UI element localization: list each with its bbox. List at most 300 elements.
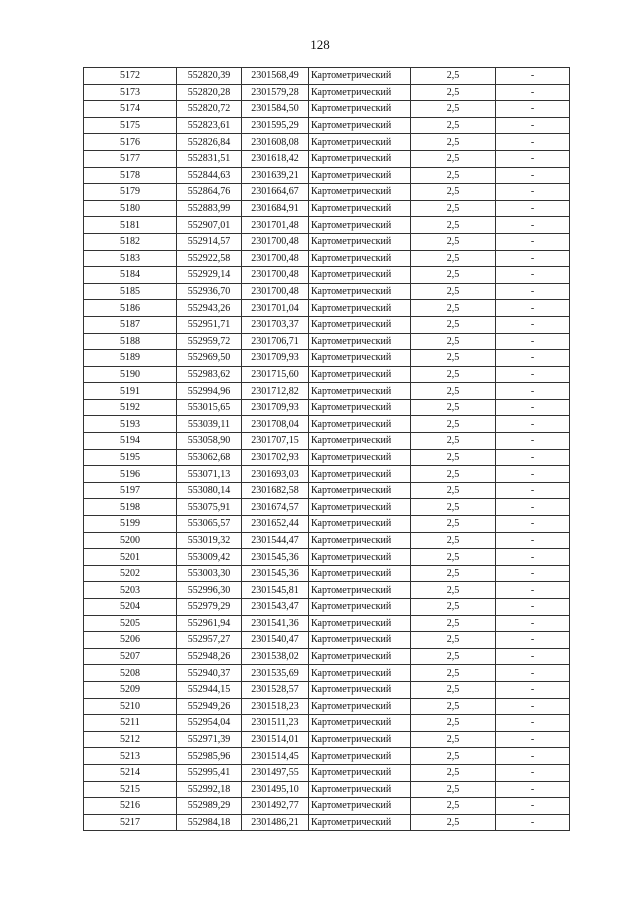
error-cell: 2,5 bbox=[411, 150, 496, 167]
note-cell: - bbox=[496, 482, 570, 499]
table-row bbox=[84, 267, 570, 284]
y-coordinate-cell: 2301540,47 bbox=[242, 632, 309, 649]
point-number-cell: 5186 bbox=[84, 300, 177, 317]
y-coordinate-cell: 2301495,10 bbox=[242, 781, 309, 798]
table-row bbox=[84, 764, 570, 781]
method-cell: Картометрический bbox=[309, 764, 411, 781]
method-cell: Картометрический bbox=[309, 648, 411, 665]
x-coordinate-cell: 552954,04 bbox=[177, 715, 242, 732]
method-cell: Картометрический bbox=[309, 399, 411, 416]
point-number-cell: 5207 bbox=[84, 648, 177, 665]
error-cell: 2,5 bbox=[411, 681, 496, 698]
point-number-cell: 5191 bbox=[84, 383, 177, 400]
error-cell: 2,5 bbox=[411, 665, 496, 682]
note-cell: - bbox=[496, 117, 570, 134]
point-number-cell: 5182 bbox=[84, 233, 177, 250]
error-cell: 2,5 bbox=[411, 134, 496, 151]
error-cell: 2,5 bbox=[411, 599, 496, 616]
point-number-cell: 5173 bbox=[84, 84, 177, 101]
point-number-cell: 5190 bbox=[84, 366, 177, 383]
point-number-cell: 5206 bbox=[84, 632, 177, 649]
table-row bbox=[84, 565, 570, 582]
error-cell: 2,5 bbox=[411, 184, 496, 201]
note-cell: - bbox=[496, 316, 570, 333]
x-coordinate-cell: 553003,30 bbox=[177, 565, 242, 582]
y-coordinate-cell: 2301492,77 bbox=[242, 798, 309, 815]
note-cell: - bbox=[496, 300, 570, 317]
note-cell: - bbox=[496, 383, 570, 400]
method-cell: Картометрический bbox=[309, 499, 411, 516]
point-number-cell: 5185 bbox=[84, 283, 177, 300]
table-row bbox=[84, 599, 570, 616]
error-cell: 2,5 bbox=[411, 117, 496, 134]
method-cell: Картометрический bbox=[309, 482, 411, 499]
point-number-cell: 5177 bbox=[84, 150, 177, 167]
x-coordinate-cell: 552948,26 bbox=[177, 648, 242, 665]
error-cell: 2,5 bbox=[411, 731, 496, 748]
note-cell: - bbox=[496, 565, 570, 582]
note-cell: - bbox=[496, 68, 570, 85]
x-coordinate-cell: 552944,15 bbox=[177, 681, 242, 698]
note-cell: - bbox=[496, 814, 570, 831]
point-number-cell: 5178 bbox=[84, 167, 177, 184]
method-cell: Картометрический bbox=[309, 565, 411, 582]
x-coordinate-cell: 553039,11 bbox=[177, 416, 242, 433]
method-cell: Картометрический bbox=[309, 184, 411, 201]
error-cell: 2,5 bbox=[411, 466, 496, 483]
x-coordinate-cell: 552864,76 bbox=[177, 184, 242, 201]
x-coordinate-cell: 552969,50 bbox=[177, 350, 242, 367]
point-number-cell: 5208 bbox=[84, 665, 177, 682]
table-row bbox=[84, 383, 570, 400]
x-coordinate-cell: 552943,26 bbox=[177, 300, 242, 317]
method-cell: Картометрический bbox=[309, 416, 411, 433]
table-row bbox=[84, 798, 570, 815]
error-cell: 2,5 bbox=[411, 814, 496, 831]
point-number-cell: 5192 bbox=[84, 399, 177, 416]
table-row bbox=[84, 814, 570, 831]
note-cell: - bbox=[496, 449, 570, 466]
error-cell: 2,5 bbox=[411, 648, 496, 665]
x-coordinate-cell: 553080,14 bbox=[177, 482, 242, 499]
point-number-cell: 5180 bbox=[84, 200, 177, 217]
y-coordinate-cell: 2301708,04 bbox=[242, 416, 309, 433]
note-cell: - bbox=[496, 731, 570, 748]
method-cell: Картометрический bbox=[309, 333, 411, 350]
method-cell: Картометрический bbox=[309, 582, 411, 599]
table-row bbox=[84, 316, 570, 333]
y-coordinate-cell: 2301703,37 bbox=[242, 316, 309, 333]
error-cell: 2,5 bbox=[411, 167, 496, 184]
error-cell: 2,5 bbox=[411, 798, 496, 815]
x-coordinate-cell: 552961,94 bbox=[177, 615, 242, 632]
method-cell: Картометрический bbox=[309, 449, 411, 466]
y-coordinate-cell: 2301541,36 bbox=[242, 615, 309, 632]
point-number-cell: 5210 bbox=[84, 698, 177, 715]
error-cell: 2,5 bbox=[411, 516, 496, 533]
x-coordinate-cell: 552820,28 bbox=[177, 84, 242, 101]
table-row bbox=[84, 482, 570, 499]
table-row bbox=[84, 698, 570, 715]
y-coordinate-cell: 2301664,67 bbox=[242, 184, 309, 201]
table-row bbox=[84, 68, 570, 85]
method-cell: Картометрический bbox=[309, 150, 411, 167]
point-number-cell: 5179 bbox=[84, 184, 177, 201]
x-coordinate-cell: 552994,96 bbox=[177, 383, 242, 400]
table-row bbox=[84, 715, 570, 732]
x-coordinate-cell: 553019,32 bbox=[177, 532, 242, 549]
y-coordinate-cell: 2301709,93 bbox=[242, 399, 309, 416]
method-cell: Картометрический bbox=[309, 250, 411, 267]
y-coordinate-cell: 2301700,48 bbox=[242, 267, 309, 284]
method-cell: Картометрический bbox=[309, 68, 411, 85]
y-coordinate-cell: 2301674,57 bbox=[242, 499, 309, 516]
note-cell: - bbox=[496, 582, 570, 599]
point-number-cell: 5212 bbox=[84, 731, 177, 748]
y-coordinate-cell: 2301684,91 bbox=[242, 200, 309, 217]
method-cell: Картометрический bbox=[309, 781, 411, 798]
y-coordinate-cell: 2301538,02 bbox=[242, 648, 309, 665]
y-coordinate-cell: 2301709,93 bbox=[242, 350, 309, 367]
y-coordinate-cell: 2301584,50 bbox=[242, 101, 309, 118]
x-coordinate-cell: 552995,41 bbox=[177, 764, 242, 781]
y-coordinate-cell: 2301486,21 bbox=[242, 814, 309, 831]
method-cell: Картометрический bbox=[309, 117, 411, 134]
method-cell: Картометрический bbox=[309, 350, 411, 367]
note-cell: - bbox=[496, 217, 570, 234]
table-row bbox=[84, 466, 570, 483]
method-cell: Картометрический bbox=[309, 84, 411, 101]
point-number-cell: 5194 bbox=[84, 433, 177, 450]
note-cell: - bbox=[496, 549, 570, 566]
note-cell: - bbox=[496, 466, 570, 483]
table-row bbox=[84, 350, 570, 367]
x-coordinate-cell: 553009,42 bbox=[177, 549, 242, 566]
method-cell: Картометрический bbox=[309, 217, 411, 234]
x-coordinate-cell: 552826,84 bbox=[177, 134, 242, 151]
note-cell: - bbox=[496, 350, 570, 367]
error-cell: 2,5 bbox=[411, 532, 496, 549]
method-cell: Картометрический bbox=[309, 200, 411, 217]
x-coordinate-cell: 552984,18 bbox=[177, 814, 242, 831]
table-row bbox=[84, 150, 570, 167]
method-cell: Картометрический bbox=[309, 532, 411, 549]
note-cell: - bbox=[496, 416, 570, 433]
error-cell: 2,5 bbox=[411, 350, 496, 367]
point-number-cell: 5202 bbox=[84, 565, 177, 582]
y-coordinate-cell: 2301608,08 bbox=[242, 134, 309, 151]
point-number-cell: 5172 bbox=[84, 68, 177, 85]
y-coordinate-cell: 2301511,23 bbox=[242, 715, 309, 732]
table-row bbox=[84, 499, 570, 516]
table-row bbox=[84, 416, 570, 433]
note-cell: - bbox=[496, 516, 570, 533]
x-coordinate-cell: 552929,14 bbox=[177, 267, 242, 284]
method-cell: Картометрический bbox=[309, 300, 411, 317]
note-cell: - bbox=[496, 433, 570, 450]
table-row bbox=[84, 200, 570, 217]
y-coordinate-cell: 2301652,44 bbox=[242, 516, 309, 533]
error-cell: 2,5 bbox=[411, 549, 496, 566]
method-cell: Картометрический bbox=[309, 615, 411, 632]
y-coordinate-cell: 2301701,48 bbox=[242, 217, 309, 234]
note-cell: - bbox=[496, 399, 570, 416]
error-cell: 2,5 bbox=[411, 316, 496, 333]
point-number-cell: 5176 bbox=[84, 134, 177, 151]
x-coordinate-cell: 553071,13 bbox=[177, 466, 242, 483]
error-cell: 2,5 bbox=[411, 433, 496, 450]
note-cell: - bbox=[496, 267, 570, 284]
point-number-cell: 5214 bbox=[84, 764, 177, 781]
y-coordinate-cell: 2301700,48 bbox=[242, 233, 309, 250]
table-row bbox=[84, 731, 570, 748]
method-cell: Картометрический bbox=[309, 599, 411, 616]
note-cell: - bbox=[496, 84, 570, 101]
error-cell: 2,5 bbox=[411, 715, 496, 732]
x-coordinate-cell: 552914,57 bbox=[177, 233, 242, 250]
method-cell: Картометрический bbox=[309, 798, 411, 815]
y-coordinate-cell: 2301701,04 bbox=[242, 300, 309, 317]
point-number-cell: 5201 bbox=[84, 549, 177, 566]
x-coordinate-cell: 552989,29 bbox=[177, 798, 242, 815]
table-row bbox=[84, 582, 570, 599]
error-cell: 2,5 bbox=[411, 582, 496, 599]
note-cell: - bbox=[496, 200, 570, 217]
note-cell: - bbox=[496, 599, 570, 616]
y-coordinate-cell: 2301545,81 bbox=[242, 582, 309, 599]
error-cell: 2,5 bbox=[411, 416, 496, 433]
x-coordinate-cell: 552940,37 bbox=[177, 665, 242, 682]
x-coordinate-cell: 552983,62 bbox=[177, 366, 242, 383]
table-row bbox=[84, 333, 570, 350]
y-coordinate-cell: 2301618,42 bbox=[242, 150, 309, 167]
y-coordinate-cell: 2301595,29 bbox=[242, 117, 309, 134]
error-cell: 2,5 bbox=[411, 781, 496, 798]
table-row bbox=[84, 748, 570, 765]
method-cell: Картометрический bbox=[309, 632, 411, 649]
table-row bbox=[84, 449, 570, 466]
x-coordinate-cell: 552979,29 bbox=[177, 599, 242, 616]
point-number-cell: 5209 bbox=[84, 681, 177, 698]
method-cell: Картометрический bbox=[309, 731, 411, 748]
error-cell: 2,5 bbox=[411, 449, 496, 466]
x-coordinate-cell: 552996,30 bbox=[177, 582, 242, 599]
note-cell: - bbox=[496, 283, 570, 300]
x-coordinate-cell: 552959,72 bbox=[177, 333, 242, 350]
error-cell: 2,5 bbox=[411, 383, 496, 400]
error-cell: 2,5 bbox=[411, 748, 496, 765]
x-coordinate-cell: 552971,39 bbox=[177, 731, 242, 748]
method-cell: Картометрический bbox=[309, 698, 411, 715]
point-number-cell: 5174 bbox=[84, 101, 177, 118]
error-cell: 2,5 bbox=[411, 333, 496, 350]
error-cell: 2,5 bbox=[411, 283, 496, 300]
table-row bbox=[84, 532, 570, 549]
x-coordinate-cell: 552957,27 bbox=[177, 632, 242, 649]
error-cell: 2,5 bbox=[411, 764, 496, 781]
table-row bbox=[84, 134, 570, 151]
table-row bbox=[84, 681, 570, 698]
x-coordinate-cell: 553075,91 bbox=[177, 499, 242, 516]
error-cell: 2,5 bbox=[411, 300, 496, 317]
method-cell: Картометрический bbox=[309, 516, 411, 533]
point-number-cell: 5211 bbox=[84, 715, 177, 732]
y-coordinate-cell: 2301528,57 bbox=[242, 681, 309, 698]
note-cell: - bbox=[496, 648, 570, 665]
x-coordinate-cell: 553065,57 bbox=[177, 516, 242, 533]
table-row bbox=[84, 433, 570, 450]
method-cell: Картометрический bbox=[309, 814, 411, 831]
table-row bbox=[84, 366, 570, 383]
table-row bbox=[84, 615, 570, 632]
note-cell: - bbox=[496, 698, 570, 715]
point-number-cell: 5195 bbox=[84, 449, 177, 466]
point-number-cell: 5189 bbox=[84, 350, 177, 367]
table-row bbox=[84, 632, 570, 649]
point-number-cell: 5216 bbox=[84, 798, 177, 815]
y-coordinate-cell: 2301700,48 bbox=[242, 250, 309, 267]
note-cell: - bbox=[496, 134, 570, 151]
table-body bbox=[84, 68, 570, 831]
note-cell: - bbox=[496, 499, 570, 516]
method-cell: Картометрический bbox=[309, 316, 411, 333]
table-row bbox=[84, 84, 570, 101]
x-coordinate-cell: 553062,68 bbox=[177, 449, 242, 466]
error-cell: 2,5 bbox=[411, 632, 496, 649]
y-coordinate-cell: 2301514,45 bbox=[242, 748, 309, 765]
table-row bbox=[84, 117, 570, 134]
method-cell: Картометрический bbox=[309, 267, 411, 284]
method-cell: Картометрический bbox=[309, 433, 411, 450]
note-cell: - bbox=[496, 532, 570, 549]
method-cell: Картометрический bbox=[309, 681, 411, 698]
x-coordinate-cell: 552936,70 bbox=[177, 283, 242, 300]
y-coordinate-cell: 2301702,93 bbox=[242, 449, 309, 466]
x-coordinate-cell: 552831,51 bbox=[177, 150, 242, 167]
error-cell: 2,5 bbox=[411, 267, 496, 284]
note-cell: - bbox=[496, 366, 570, 383]
x-coordinate-cell: 552992,18 bbox=[177, 781, 242, 798]
y-coordinate-cell: 2301715,60 bbox=[242, 366, 309, 383]
y-coordinate-cell: 2301545,36 bbox=[242, 565, 309, 582]
error-cell: 2,5 bbox=[411, 698, 496, 715]
point-number-cell: 5204 bbox=[84, 599, 177, 616]
y-coordinate-cell: 2301700,48 bbox=[242, 283, 309, 300]
method-cell: Картометрический bbox=[309, 748, 411, 765]
point-number-cell: 5188 bbox=[84, 333, 177, 350]
method-cell: Картометрический bbox=[309, 383, 411, 400]
error-cell: 2,5 bbox=[411, 101, 496, 118]
point-number-cell: 5200 bbox=[84, 532, 177, 549]
note-cell: - bbox=[496, 665, 570, 682]
point-number-cell: 5184 bbox=[84, 267, 177, 284]
y-coordinate-cell: 2301518,23 bbox=[242, 698, 309, 715]
error-cell: 2,5 bbox=[411, 250, 496, 267]
note-cell: - bbox=[496, 764, 570, 781]
method-cell: Картометрический bbox=[309, 366, 411, 383]
point-number-cell: 5196 bbox=[84, 466, 177, 483]
method-cell: Картометрический bbox=[309, 233, 411, 250]
y-coordinate-cell: 2301545,36 bbox=[242, 549, 309, 566]
y-coordinate-cell: 2301535,69 bbox=[242, 665, 309, 682]
table-row bbox=[84, 665, 570, 682]
error-cell: 2,5 bbox=[411, 565, 496, 582]
error-cell: 2,5 bbox=[411, 68, 496, 85]
y-coordinate-cell: 2301544,47 bbox=[242, 532, 309, 549]
note-cell: - bbox=[496, 715, 570, 732]
note-cell: - bbox=[496, 681, 570, 698]
y-coordinate-cell: 2301682,58 bbox=[242, 482, 309, 499]
y-coordinate-cell: 2301712,82 bbox=[242, 383, 309, 400]
note-cell: - bbox=[496, 250, 570, 267]
note-cell: - bbox=[496, 333, 570, 350]
y-coordinate-cell: 2301497,55 bbox=[242, 764, 309, 781]
point-number-cell: 5175 bbox=[84, 117, 177, 134]
y-coordinate-cell: 2301579,28 bbox=[242, 84, 309, 101]
page-number: 128 bbox=[310, 37, 330, 52]
error-cell: 2,5 bbox=[411, 84, 496, 101]
point-number-cell: 5197 bbox=[84, 482, 177, 499]
table-row bbox=[84, 399, 570, 416]
point-number-cell: 5187 bbox=[84, 316, 177, 333]
table-row bbox=[84, 250, 570, 267]
x-coordinate-cell: 552949,26 bbox=[177, 698, 242, 715]
point-number-cell: 5199 bbox=[84, 516, 177, 533]
method-cell: Картометрический bbox=[309, 715, 411, 732]
method-cell: Картометрический bbox=[309, 167, 411, 184]
note-cell: - bbox=[496, 615, 570, 632]
note-cell: - bbox=[496, 233, 570, 250]
table-row bbox=[84, 648, 570, 665]
table-row bbox=[84, 300, 570, 317]
point-number-cell: 5213 bbox=[84, 748, 177, 765]
note-cell: - bbox=[496, 167, 570, 184]
note-cell: - bbox=[496, 184, 570, 201]
method-cell: Картометрический bbox=[309, 466, 411, 483]
point-number-cell: 5203 bbox=[84, 582, 177, 599]
x-coordinate-cell: 553015,65 bbox=[177, 399, 242, 416]
note-cell: - bbox=[496, 781, 570, 798]
y-coordinate-cell: 2301707,15 bbox=[242, 433, 309, 450]
error-cell: 2,5 bbox=[411, 482, 496, 499]
point-number-cell: 5217 bbox=[84, 814, 177, 831]
x-coordinate-cell: 552844,63 bbox=[177, 167, 242, 184]
x-coordinate-cell: 552820,39 bbox=[177, 68, 242, 85]
error-cell: 2,5 bbox=[411, 499, 496, 516]
x-coordinate-cell: 552907,01 bbox=[177, 217, 242, 234]
note-cell: - bbox=[496, 101, 570, 118]
error-cell: 2,5 bbox=[411, 366, 496, 383]
method-cell: Картометрический bbox=[309, 665, 411, 682]
note-cell: - bbox=[496, 632, 570, 649]
x-coordinate-cell: 552922,58 bbox=[177, 250, 242, 267]
error-cell: 2,5 bbox=[411, 200, 496, 217]
coordinates-table bbox=[83, 67, 570, 831]
y-coordinate-cell: 2301693,03 bbox=[242, 466, 309, 483]
note-cell: - bbox=[496, 150, 570, 167]
method-cell: Картометрический bbox=[309, 101, 411, 118]
point-number-cell: 5183 bbox=[84, 250, 177, 267]
y-coordinate-cell: 2301514,01 bbox=[242, 731, 309, 748]
table-row bbox=[84, 549, 570, 566]
x-coordinate-cell: 552820,72 bbox=[177, 101, 242, 118]
x-coordinate-cell: 552823,61 bbox=[177, 117, 242, 134]
table-row bbox=[84, 184, 570, 201]
table-row bbox=[84, 781, 570, 798]
point-number-cell: 5193 bbox=[84, 416, 177, 433]
note-cell: - bbox=[496, 748, 570, 765]
error-cell: 2,5 bbox=[411, 399, 496, 416]
